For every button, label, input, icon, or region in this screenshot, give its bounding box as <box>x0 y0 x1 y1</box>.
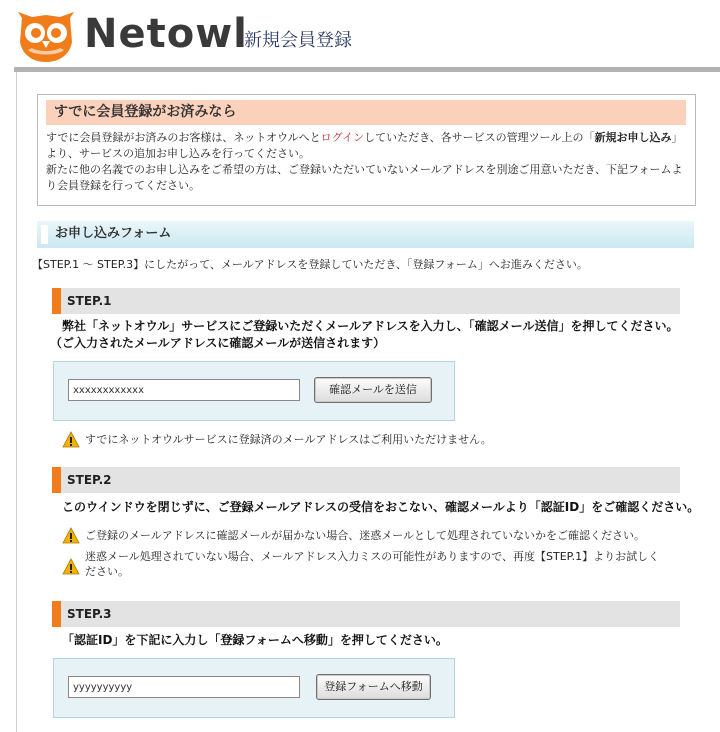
heading-accent <box>41 225 48 244</box>
step2-instruction: このウインドウを閉じずに、ご登録メールアドレスの受信をおこない、確認メールより「認証ID」をご確認ください。 <box>62 500 700 514</box>
step2-accent <box>52 467 61 493</box>
send-confirmation-button[interactable]: 確認メールを送信 <box>314 377 432 403</box>
step1-instruction: 弊社「ネットオウル」サービスにご登録いただくメールアドレスを入力し、「確認メール送信」を押してください。 <box>62 319 679 333</box>
page-title: 新規会員登録 <box>244 30 352 51</box>
go-to-registration-button[interactable]: 登録フォームへ移動 <box>316 674 431 700</box>
step2-label: STEP.2 <box>67 473 112 487</box>
brand-name[interactable]: Netowl <box>84 11 248 57</box>
notice-text-1c: 」より、サービスの追加お申し込みを行ってください。 <box>46 131 683 160</box>
step3-accent <box>52 601 61 627</box>
already-registered-box <box>37 94 696 206</box>
warning-icon <box>62 558 80 575</box>
warning-icon <box>62 431 80 448</box>
auth-id-input[interactable] <box>68 676 300 698</box>
step1-label: STEP.1 <box>67 294 112 308</box>
form-intro: 【STEP.1 ～ STEP.3】にしたがって、メールアドレスを登録していただき、「登録フォーム」へお進みください。 <box>32 258 588 271</box>
already-registered-title: すでに会員登録がお済みなら <box>46 100 686 125</box>
email-input[interactable] <box>68 379 300 401</box>
step3-instruction: 「認証ID」を下記に入力し「登録フォームへ移動」を押してください。 <box>62 633 448 647</box>
step1-note: （ご入力されたメールアドレスに確認メールが送信されます） <box>50 336 386 350</box>
notice-text-1a: すでに会員登録がお済みのお客様は、ネットオウルへと <box>46 131 321 144</box>
form-heading-title: お申し込みフォーム <box>55 226 172 241</box>
owl-logo-icon[interactable] <box>14 8 78 64</box>
warning-icon <box>62 527 80 544</box>
notice-text-bold: 新規お申し込み <box>594 131 672 144</box>
already-registered-text <box>46 130 688 194</box>
step1-header <box>52 288 680 314</box>
step2-warning-1: ご登録のメールアドレスに確認メールが届かない場合、迷惑メールとして処理されていないかをご確認ください。 <box>85 529 646 542</box>
notice-text-2: 新たに他の名義でのお申し込みをご希望の方は、ご登録いただいていないメールアドレスを別途ご用意いただき、下記フォームより会員登録を行ってください。 <box>46 163 683 192</box>
step3-input-panel <box>53 658 455 718</box>
step3-header <box>52 601 680 627</box>
step3-label: STEP.3 <box>67 607 112 621</box>
step1-warning: すでにネットオウルサービスに登録済のメールアドレスはご利用いただけません。 <box>85 433 492 446</box>
step2-header <box>52 467 680 493</box>
step1-accent <box>52 288 61 314</box>
login-link[interactable]: ログイン <box>320 131 365 144</box>
step2-warning-2: 迷惑メール処理されていない場合、メールアドレス入力ミスの可能性がありますので、再度【STEP.1】よりお試しください。 <box>85 550 660 578</box>
step1-input-panel <box>53 361 455 421</box>
form-heading <box>37 221 694 248</box>
notice-text-1b: していただき、各サービスの管理ツール上の「 <box>364 131 595 144</box>
site-header <box>0 0 720 68</box>
